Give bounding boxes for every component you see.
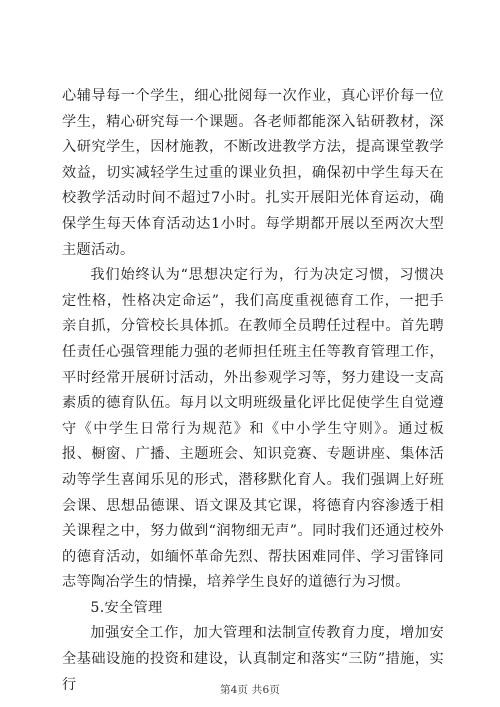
document-body — [62, 84, 444, 698]
page-footer: 第4页 共6页 — [219, 684, 281, 696]
paragraph-moral-education: 我们始终认为“思想决定行为，行为决定习惯，习惯决定性格，性格决定命运”，我们高度重视德育工作，一把手亲自抓，分管校长具体抓。在教师全员聘任过程中。首先聘任责任心强管理能力强的老师担任班主任等教育管理工作，平时经常开展研讨活动，外出参观学习等，努力建设一支高素质的德育队伍。每月以文明班级量化评比促使学生自觉遵守《中学生日常行为规范》和《中小学生守则》。通过板报、橱窗、广播、主题班会、知识竞赛、专题讲座、集体活动等学生喜闻乐见的形式，潜移默化育人。我们强调上好班会课、思想品德课、语文课及其它课，将德育内容渗透于相关课程之中，努力做到“润物细无声”。同时我们还通过校外的德育活动，如缅怀革命先烈、帮扶困难同伴、学习雷锋同志等陶冶学生的情操，培养学生良好的道德行为习惯。 — [62, 267, 444, 591]
paragraph-safety: 加强安全工作，加大管理和法制宣传教育力度，增加安全基础设施的投资和建设，认真制定和落实“三防”措施，实行 — [62, 625, 444, 693]
paragraph-continued: 心辅导每一个学生，细心批阅每一次作业，真心评价每一位学生，精心研究每一个课题。各老师都能深入钻研教材，深入研究学生，因材施教，不断改进教学方法，提高课堂教学效益，切实减轻学生过重的课业负担，确保初中学生每天在校教学活动时间不超过7小时。扎实开展阳光体育运动，确保学生每天体育活动达1小时。每学期都开展以至两次大型主题活动。 — [62, 88, 444, 258]
section-heading-safety: 5.安全管理 — [90, 599, 163, 616]
